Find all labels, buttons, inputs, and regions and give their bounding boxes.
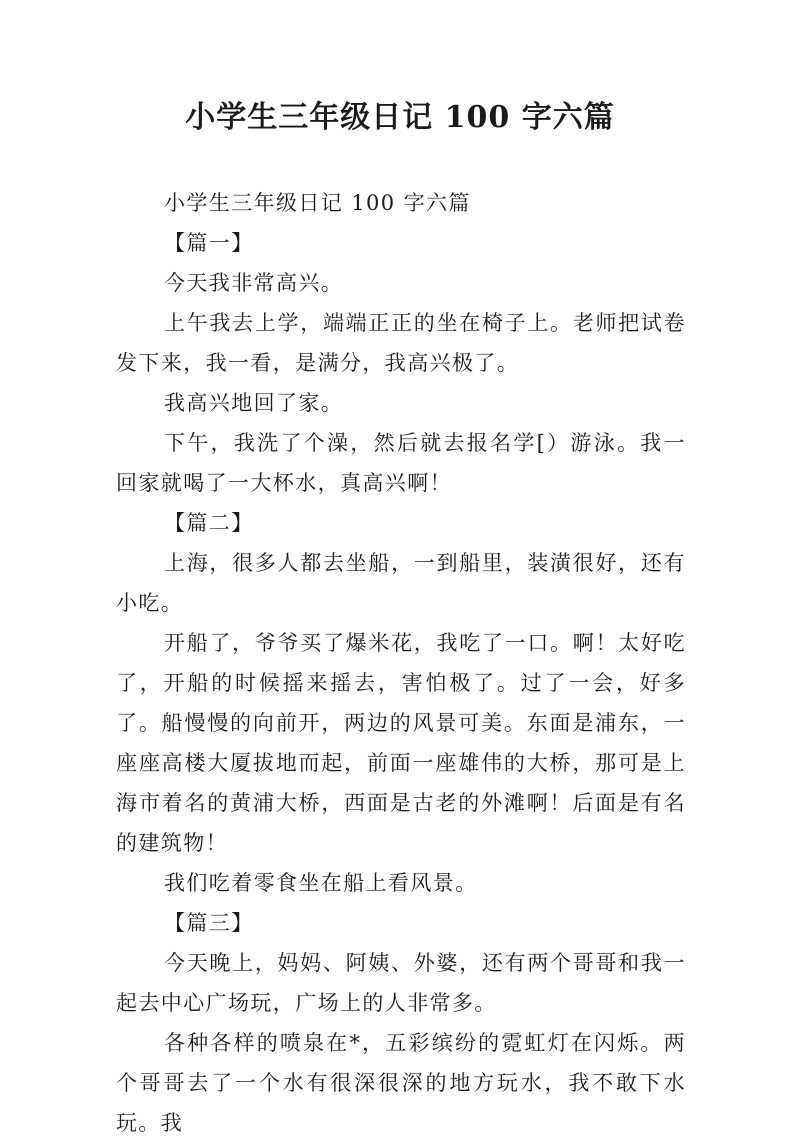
document-title: 小学生三年级日记 100 字六篇 — [185, 100, 615, 135]
paragraph: 上海，很多人都去坐船，一到船里，装潢很好，还有小吃。 — [116, 551, 686, 615]
paragraph: 今天晚上，妈妈、阿姨、外婆，还有两个哥哥和我一起去中心广场玩，广场上的人非常多。 — [116, 951, 686, 1015]
paragraph: 我们吃着零食坐在船上看风景。 — [164, 871, 478, 895]
section-heading-2: 【篇二】 — [164, 511, 254, 535]
paragraph: 我高兴地回了家。 — [164, 391, 344, 415]
paragraph: 下午，我洗了个澡，然后就去报名学[）游泳。我一回家就喝了一大杯水，真高兴啊！ — [116, 431, 686, 495]
paragraph: 各种各样的喷泉在*，五彩缤纷的霓虹灯在闪烁。两个哥哥去了一个水有很深很深的地方玩水，我不敢下水玩。我 — [116, 1031, 686, 1135]
section-heading-3: 【篇三】 — [164, 911, 254, 935]
section-heading-1: 【篇一】 — [164, 231, 254, 255]
document-body — [116, 183, 686, 1143]
paragraph: 开船了，爷爷买了爆米花，我吃了一口。啊！太好吃了，开船的时候摇来摇去，害怕极了。过了一会，好多了。船慢慢的向前开，两边的风景可美。东面是浦东，一座座高楼大厦拔地而起，前面一座雄伟的大桥，那可是上海市着名的黄浦大桥，西面是古老的外滩啊！后面是有名的建筑物！ — [116, 631, 686, 855]
paragraph-subtitle: 小学生三年级日记 100 字六篇 — [164, 191, 471, 215]
paragraph: 今天我非常高兴。 — [164, 271, 344, 295]
paragraph: 上午我去上学，端端正正的坐在椅子上。老师把试卷发下来，我一看，是满分，我高兴极了。 — [116, 311, 686, 375]
